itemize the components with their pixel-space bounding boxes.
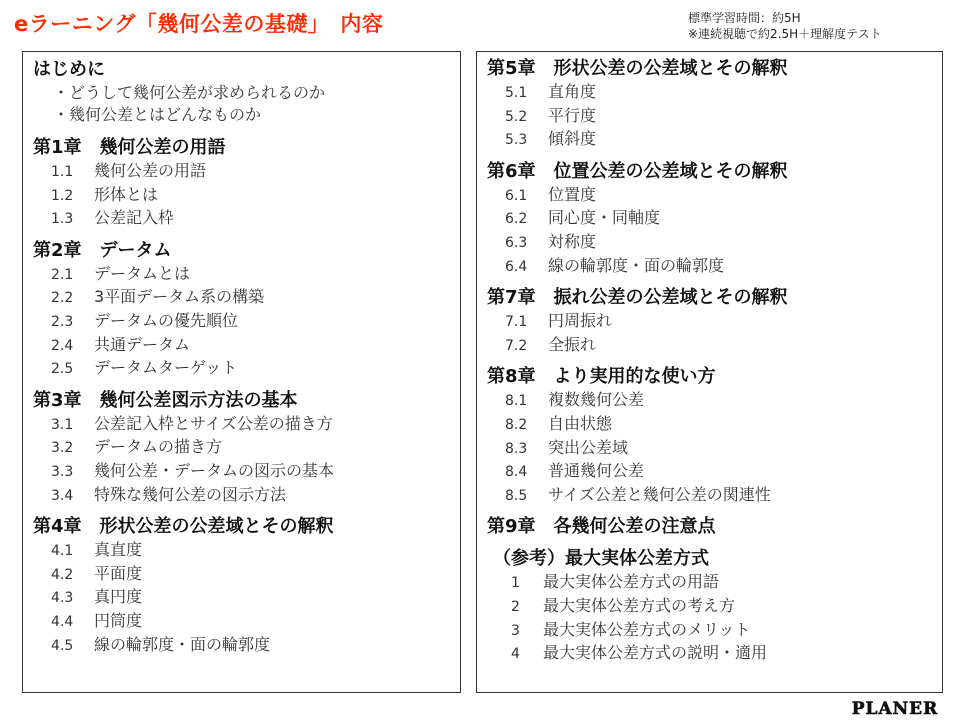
item-label: データムターゲット	[94, 358, 238, 378]
list-item	[33, 357, 460, 381]
item-label: 直角度	[548, 82, 597, 101]
list-item	[487, 310, 942, 334]
item-number: 4	[511, 646, 520, 663]
list-item	[33, 207, 460, 231]
item-number: 5.1	[505, 85, 528, 101]
intro-section	[33, 58, 460, 126]
chapter-section	[33, 239, 460, 381]
item-number: 4.1	[51, 543, 74, 560]
item-number: 2.3	[51, 313, 74, 330]
item-label: 最大実体公差方式の考え方	[543, 595, 736, 615]
list-item	[487, 231, 942, 255]
list-item	[33, 184, 460, 208]
item-label: 3平面データム系の構築	[94, 287, 265, 307]
item-label: 幾何公差・データムの図示の基本	[94, 460, 335, 480]
list-item	[487, 571, 942, 595]
list-item	[487, 105, 942, 129]
item-number: 2.4	[51, 337, 74, 354]
item-number: 1.3	[51, 211, 74, 228]
item-label: 普通幾何公差	[548, 461, 645, 481]
list-item	[487, 642, 942, 666]
item-label: 円筒度	[94, 610, 143, 630]
item-label: 真直度	[94, 540, 143, 560]
item-number: 7.1	[505, 314, 528, 331]
item-label: 全振れ	[548, 334, 597, 354]
list-item	[487, 184, 942, 208]
item-label: 傾斜度	[548, 129, 597, 149]
list-item	[487, 619, 942, 643]
chapter-section	[33, 515, 460, 657]
item-label: 最大実体公差方式のメリット	[543, 619, 751, 639]
item-label: サイズ公差と幾何公差の関連性	[548, 484, 771, 504]
item-number: 3.3	[51, 463, 74, 480]
item-label: 共通データム	[94, 334, 191, 354]
chapter-section	[487, 286, 942, 357]
item-label: 平面度	[94, 563, 143, 583]
item-number: 4.2	[51, 566, 74, 583]
list-item	[487, 484, 942, 508]
list-item	[33, 263, 460, 287]
item-label: 最大実体公差方式の説明・適用	[543, 643, 768, 663]
right-contents-panel	[476, 51, 943, 693]
list-item	[33, 539, 460, 563]
item-label: 真円度	[94, 587, 143, 607]
chapter-title: 第5章 形状公差の公差域とその解釈	[487, 58, 788, 79]
item-label: 線の輪郭度・面の輪郭度	[548, 255, 725, 275]
item-number: 8.4	[505, 464, 528, 481]
item-number: 4.4	[51, 613, 74, 630]
item-number: 2	[511, 598, 520, 615]
list-item	[487, 207, 942, 231]
list-item	[487, 389, 942, 413]
item-number: 4.5	[51, 637, 74, 654]
chapter-title: 第4章 形状公差の公差域とその解釈	[33, 516, 334, 538]
item-label: データムの優先順位	[94, 310, 239, 330]
item-number: 2.2	[51, 290, 74, 307]
left-contents-panel	[22, 51, 461, 693]
item-number: 3.4	[51, 487, 74, 504]
item-number: 4.3	[51, 590, 74, 607]
item-number: 6.3	[505, 234, 528, 251]
item-number: 1.2	[51, 187, 74, 204]
item-label: 対称度	[548, 231, 597, 251]
item-number: 8.1	[505, 393, 528, 410]
chapter-section	[487, 160, 942, 278]
list-item	[33, 610, 460, 634]
item-label: 線の輪郭度・面の輪郭度	[94, 634, 271, 654]
study-time: 標準学習時間：約5H	[688, 11, 801, 25]
item-number: 8.3	[505, 440, 528, 457]
item-number: 3.2	[51, 440, 74, 457]
list-item	[33, 413, 460, 437]
list-item	[487, 128, 942, 152]
item-label: 平行度	[548, 105, 597, 125]
item-number: 6.2	[505, 211, 528, 228]
list-item	[33, 460, 460, 484]
item-label: データムの描き方	[94, 437, 223, 457]
planer-logo	[836, 698, 954, 718]
list-item	[33, 484, 460, 508]
item-label: 公差記入枠とサイズ公差の描き方	[94, 413, 333, 433]
item-label: 幾何公差の用語	[94, 161, 207, 180]
study-info	[688, 10, 882, 42]
list-item	[33, 586, 460, 610]
item-number: 3	[511, 622, 520, 639]
chapter-section	[33, 136, 460, 231]
chapter-section	[487, 515, 942, 539]
list-item	[487, 595, 942, 619]
chapter-title: 第8章 より実用的な使い方	[487, 366, 716, 388]
chapter-title: 第3章 幾何公差図示方法の基本	[33, 389, 298, 411]
item-label: 複数幾何公差	[548, 390, 645, 410]
chapter-section	[487, 365, 942, 507]
page-title: eラーニング「幾何公差の基礎」 内容	[14, 12, 384, 36]
chapter-title: 第7章 振れ公差の公差域とその解釈	[487, 287, 788, 309]
item-label: 円周振れ	[548, 311, 613, 331]
item-number: 5.2	[505, 108, 528, 125]
item-label: 自由状態	[548, 413, 613, 433]
chapter-title: 第6章 位置公差の公差域とその解釈	[487, 160, 788, 182]
reference-title: （参考）最大実体公差方式	[493, 548, 709, 570]
list-item	[487, 460, 942, 484]
chapter-section	[487, 57, 942, 152]
item-number: 6.1	[505, 187, 528, 204]
list-item	[33, 286, 460, 310]
item-number: 2.1	[51, 266, 74, 283]
intro-title: はじめに	[33, 59, 105, 80]
intro-bullet: ・幾何公差とはどんなものか	[53, 105, 262, 124]
list-item	[487, 334, 942, 358]
reference-section	[487, 547, 942, 665]
list-item	[487, 255, 942, 279]
list-item	[487, 437, 942, 461]
item-number: 2.5	[51, 361, 74, 378]
chapter-title: 第1章 幾何公差の用語	[33, 137, 226, 158]
list-item	[487, 81, 942, 105]
item-label: データムとは	[94, 263, 191, 283]
chapter-title: 第9章 各幾何公差の注意点	[487, 516, 716, 538]
viewing-note: ※連続視聴で約2.5H＋理解度テスト	[688, 27, 882, 41]
item-number: 8.2	[505, 416, 528, 433]
item-label: 特殊な幾何公差の図示方法	[94, 484, 287, 504]
item-label: 突出公差域	[548, 437, 629, 457]
item-number: 5.3	[505, 132, 528, 149]
list-item	[33, 334, 460, 358]
list-item	[33, 436, 460, 460]
chapter-section	[33, 389, 460, 507]
item-number: 1.1	[51, 164, 74, 180]
item-number: 1	[511, 575, 520, 592]
chapter-title: 第2章 データム	[33, 239, 172, 261]
logo-text: PLANER	[851, 699, 939, 718]
item-label: 位置度	[548, 184, 597, 204]
list-item	[33, 310, 460, 334]
list-item	[33, 563, 460, 587]
item-number: 8.5	[505, 487, 528, 504]
item-number: 7.2	[505, 337, 528, 354]
item-label: 公差記入枠	[94, 208, 175, 228]
item-label: 同心度・同軸度	[548, 208, 661, 228]
item-number: 3.1	[51, 416, 74, 433]
item-label: 最大実体公差方式の用語	[543, 572, 720, 592]
list-item	[33, 160, 460, 184]
list-item	[33, 634, 460, 658]
list-item	[487, 413, 942, 437]
intro-bullet: ・どうして幾何公差が求められるのか	[53, 83, 326, 102]
item-number: 6.4	[505, 258, 528, 275]
item-label: 形体とは	[94, 184, 159, 204]
